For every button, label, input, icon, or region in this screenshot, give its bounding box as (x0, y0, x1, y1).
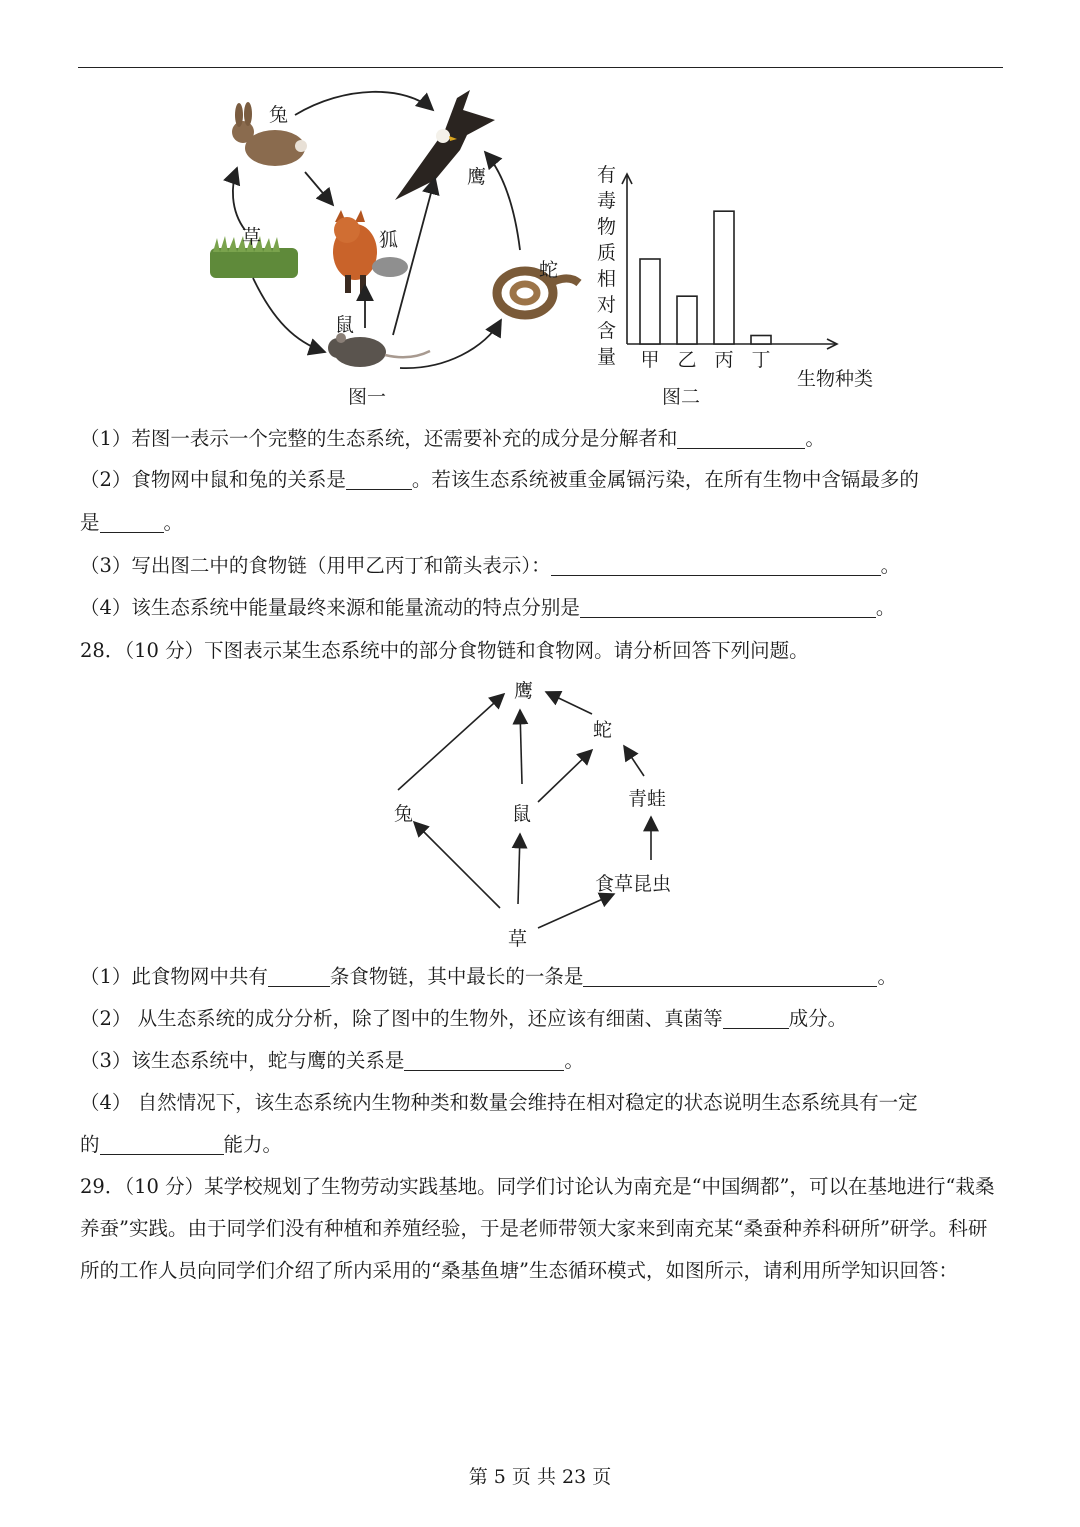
q27-item-3 (80, 551, 900, 581)
q28-1-mid: 条食物链，其中最长的一条是 (329, 965, 584, 988)
q27-1-text: （1）若图一表示一个完整的生态系统，还需要补充的成分是分解者和 (80, 427, 678, 450)
tick-label-3: 丙 (714, 349, 734, 371)
tick-label-2: 乙 (677, 349, 697, 371)
q27-item-2-line2 (80, 508, 183, 538)
q27-2-mid: 。若该生态系统被重金属镉污染，在所有生物中含镉最多的 (411, 468, 919, 491)
q28-3-end: 。 (564, 1049, 584, 1072)
q29-paragraph: 29．（10 分）某学校规划了生物劳动实践基地。同学们讨论认为南充是“中国绸都”，可以在基地进行“栽桑养蚕”实践。由于同学们没有种植和养殖经验，于是老师带领大家来到南充某“桑蚕种养科研所”研学。科研所的工作人员向同学们介绍了所内采用的“桑基鱼塘”生态循环模式，如图所示，请利用所学知识回答： (80, 1175, 995, 1282)
q28-3-blank[interactable] (404, 1048, 564, 1071)
tick-label-1: 甲 (640, 349, 660, 371)
q28-1-blank-a[interactable] (268, 964, 330, 987)
top-rule (78, 67, 1003, 68)
node-snake: 蛇 (593, 719, 613, 741)
bar-2 (677, 296, 697, 344)
q28-item-4-line2 (80, 1130, 282, 1160)
bar-4 (751, 336, 771, 345)
q27-4-text: （4）该生态系统中能量最终来源和能量流动的特点分别是 (80, 596, 580, 619)
q27-item-2 (80, 465, 919, 495)
mouse-image (328, 333, 430, 367)
q27-item-1 (80, 424, 825, 454)
q27-2-blank-a[interactable] (346, 467, 412, 490)
q27-4-end: 。 (875, 596, 896, 619)
q28-item-3 (80, 1046, 584, 1076)
label-rabbit: 兔 (269, 104, 289, 126)
figure-1-food-web (195, 80, 615, 410)
figure-2-chart (585, 160, 885, 410)
q27-3-blank[interactable] (551, 553, 881, 576)
bar-3 (714, 211, 734, 344)
q27-4-blank[interactable] (580, 595, 876, 618)
q27-item-4 (80, 593, 895, 623)
figure-2-caption: 图二 (662, 386, 701, 408)
q27-3-end: 。 (880, 554, 901, 577)
q28-item-2 (80, 1004, 847, 1034)
q27-2-blank-b[interactable] (100, 510, 164, 533)
label-snake: 蛇 (539, 259, 559, 281)
q28-4-text: 的 (80, 1133, 100, 1156)
page-footer: 第 5 页 共 23 页 (468, 1466, 612, 1488)
q28-4-end: 能力。 (223, 1133, 283, 1156)
figure-q28-food-web (380, 672, 700, 952)
q27-1-end: 。 (805, 427, 825, 450)
node-frog: 青蛙 (628, 788, 667, 810)
q27-2-line2-text: 是 (80, 511, 100, 534)
tick-label-4: 丁 (751, 349, 771, 371)
q28-4-blank[interactable] (100, 1132, 224, 1155)
q28-3-text: （3）该生态系统中，蛇与鹰的关系是 (80, 1049, 405, 1072)
chart-x-label: 生物种类 (797, 368, 874, 390)
figure-1-caption: 图一 (348, 386, 387, 408)
node-eagle: 鹰 (514, 680, 534, 702)
label-eagle: 鹰 (467, 166, 487, 188)
node-mouse: 鼠 (512, 803, 532, 825)
q27-2-line2-end: 。 (163, 511, 184, 534)
q28-heading: 28．（10 分）下图表示某生态系统中的部分食物链和食物网。请分析回答下列问题。 (80, 639, 809, 662)
label-fox: 狐 (379, 229, 399, 251)
q28-item-4: （4） 自然情况下，该生态系统内生物种类和数量会维持在相对稳定的状态说明生态系统具有一定 (80, 1091, 918, 1114)
snake-image (497, 271, 579, 315)
label-grass: 草 (242, 226, 262, 248)
q27-2-text: （2）食物网中鼠和兔的关系是 (80, 468, 346, 491)
chart-y-label: 有毒物质相对含量 (597, 164, 617, 368)
node-insect: 食草昆虫 (595, 873, 672, 895)
q28-2-blank[interactable] (723, 1006, 789, 1029)
q28-2-text: （2） 从生态系统的成分分析，除了图中的生物外，还应该有细菌、真菌等 (80, 1007, 723, 1030)
q28-2-end: 成分。 (788, 1007, 848, 1030)
q27-3-text: （3）写出图二中的食物链（用甲乙丙丁和箭头表示）： (80, 554, 551, 577)
bar-1 (640, 259, 660, 344)
label-mouse: 鼠 (335, 314, 355, 336)
node-grass: 草 (508, 928, 528, 950)
q28-1-blank-b[interactable] (583, 964, 877, 987)
q27-1-blank[interactable] (677, 426, 805, 449)
q28-item-1 (80, 962, 897, 992)
node-rabbit: 兔 (394, 803, 414, 825)
q28-1-end: 。 (877, 965, 897, 988)
q28-1-text: （1）此食物网中共有 (80, 965, 268, 988)
